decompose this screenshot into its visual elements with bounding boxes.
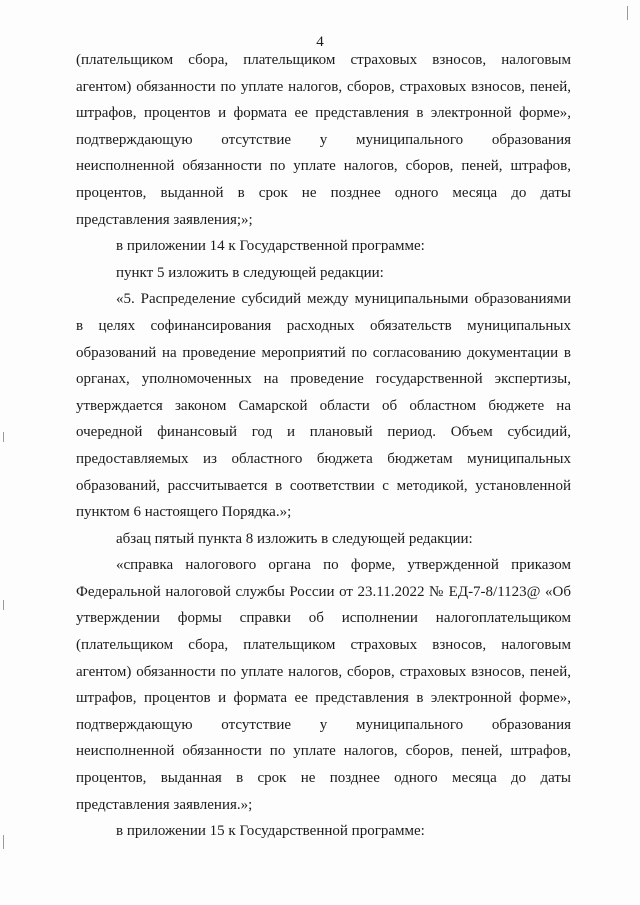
paragraph-item-5-intro: пункт 5 изложить в следующей редакции: [116,264,384,281]
scan-edge-mark [3,600,4,610]
paragraph-appendix-14-intro: в приложении 14 к Государственной программе: [116,238,425,255]
scan-edge-mark [3,835,4,849]
paragraph-item-8-text: «справка налогового органа по форме, утвержденной приказом Федеральной налоговой службы России от 23.11.2022 № ЕД-7-8/1123@ «Об утверждении формы справки об исполнении налогоплательщиком (плательщиком сбора, плательщиком страховых взносов, налоговым агентом) обязанности по уплате налогов, сборов, страховых взносов, пеней, штрафов, процентов и формата ее представления в электронной форме», подтверждающую отсутствие у муниципального образования неисполненной обязанности по уплате налогов, сборов, пеней, штрафов, процентов, выданная в срок не позднее одного месяца до даты представления заявления.»; [76,557,571,813]
scan-edge-mark [627,6,628,20]
paragraph-item-8-intro: абзац пятый пункта 8 изложить в следующей редакции: [116,530,473,547]
page-number: 4 [316,34,324,50]
paragraph-continuation: (плательщиком сбора, плательщиком страховых взносов, налоговым агентом) обязанности по уплате налогов, сборов, страховых взносов, пеней, штрафов, процентов и формата ее представления в электронной форме», подтверждающую отсутствие у муниципального образования неисполненной обязанности по уплате налогов, сборов, пеней, штрафов, процентов, выданной в срок не позднее одного месяца до даты представления заявления;»; [76,52,571,228]
document-body [76,47,571,845]
scan-edge-mark [3,432,4,442]
paragraph-item-5-text: «5. Распределение субсидий между муниципальными образованиями в целях софинансирования расходных обязательств муниципальных образований на проведение мероприятий по согласованию документации в органах, уполномоченных на проведение государственной экспертизы, утверждается законом Самарской области об областном бюджете на очередной финансовый год и плановый период. Объем субсидий, предоставляемых из областного бюджета бюджетам муниципальных образований, рассчитывается в соответствии с методикой, установленной пунктом 6 настоящего Порядка.»; [76,291,571,521]
paragraph-appendix-15-intro: в приложении 15 к Государственной программе: [116,823,425,840]
